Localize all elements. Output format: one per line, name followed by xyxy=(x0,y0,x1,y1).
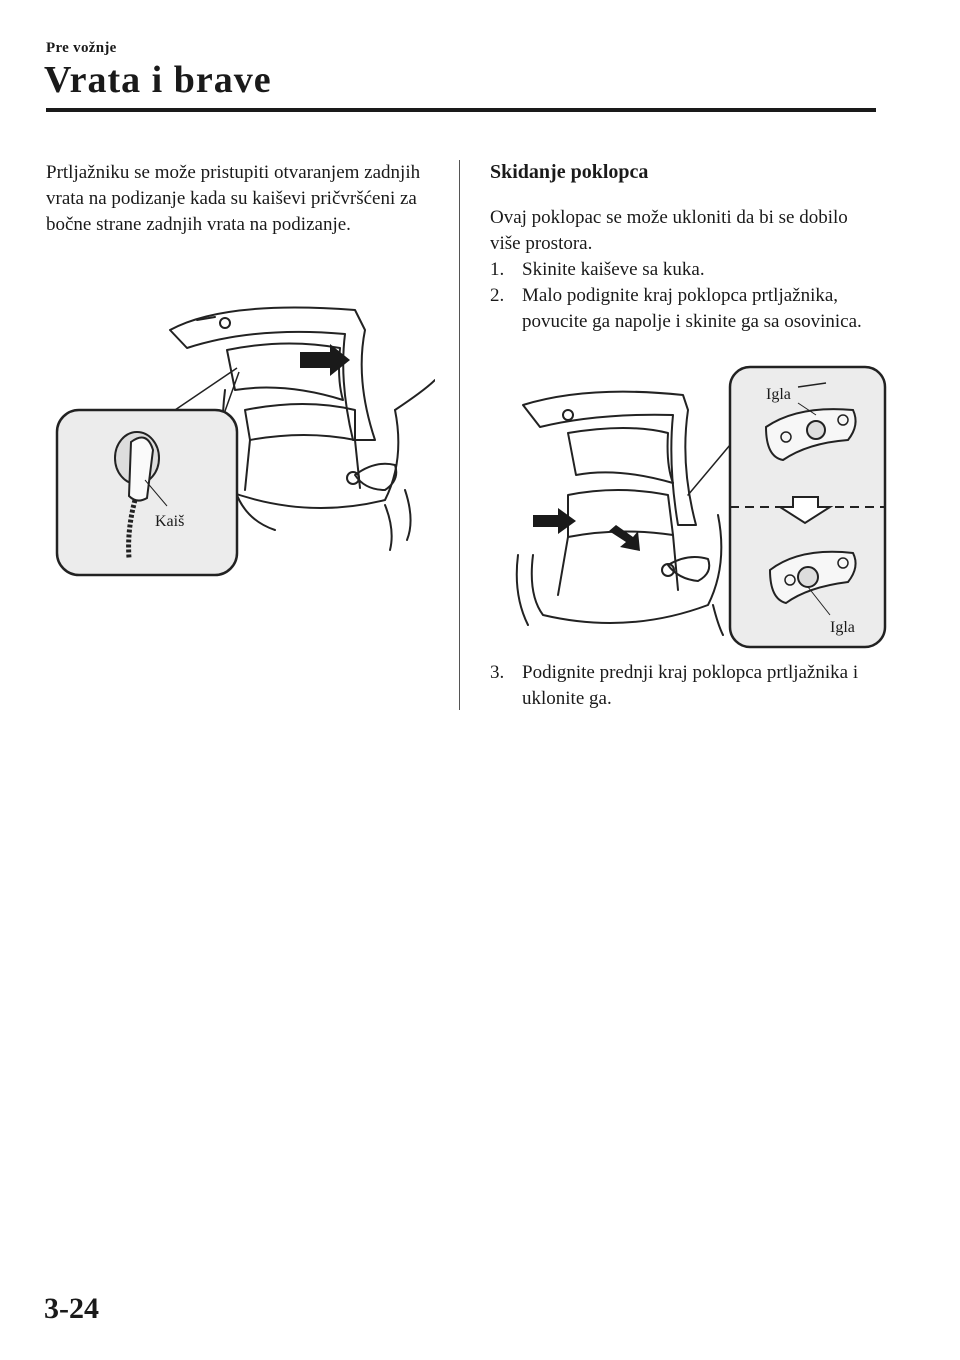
chapter-title: Vrata i brave xyxy=(44,59,272,101)
strap-label: Kaiš xyxy=(155,513,185,530)
step-text: Skinite kaiševe sa kuka. xyxy=(522,259,705,280)
step-number: 3. xyxy=(490,662,505,683)
steps-list xyxy=(490,257,880,335)
step-text: Podignite prednji kraj poklopca prtljažnika i uklonite ga. xyxy=(522,662,859,709)
list-item xyxy=(490,283,880,335)
cover-removal-illustration xyxy=(508,365,888,650)
step-number: 2. xyxy=(490,285,505,306)
title-rule xyxy=(46,108,876,112)
tailgate-strap-illustration xyxy=(55,290,435,580)
pin-label-bottom: Igla xyxy=(830,619,855,636)
step-text: Malo podignite kraj poklopca prtljažnika, povucite ga napolje i skinite ga sa osovinica. xyxy=(522,285,862,332)
step-number: 1. xyxy=(490,259,505,280)
list-item xyxy=(490,660,880,712)
tailgate-access-paragraph: Prtljažniku se može pristupiti otvaranjem zadnjih vrata na podizanje kada su kaiševi pričvršćeni za bočne strane zadnjih vrata na podizanje. xyxy=(46,162,421,235)
intro-paragraph: Ovaj poklopac se može ukloniti da bi se dobilo više prostora. xyxy=(490,207,848,254)
column-divider xyxy=(459,160,460,710)
section-label: Pre vožnje xyxy=(46,40,117,56)
list-item xyxy=(490,257,880,283)
pin-label-top: Igla xyxy=(766,386,791,403)
section-heading: Skidanje poklopca xyxy=(490,161,649,183)
page-number: 3-24 xyxy=(44,1292,99,1325)
